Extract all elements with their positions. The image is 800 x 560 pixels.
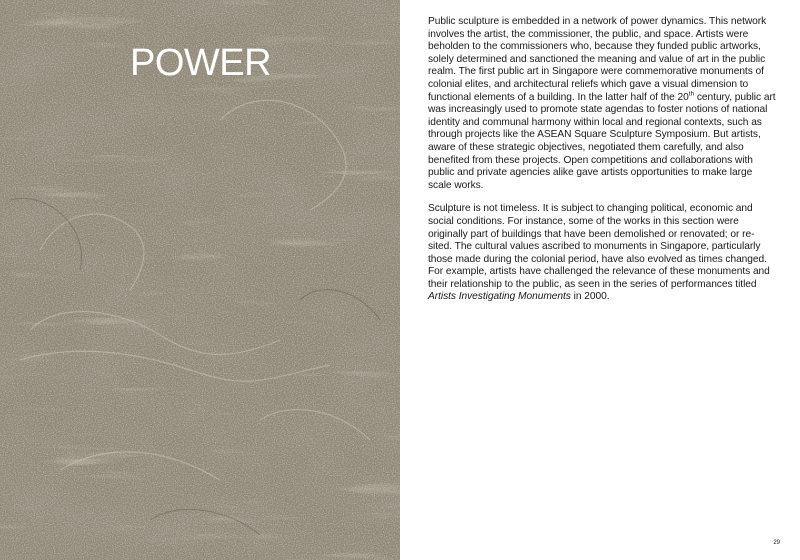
body-paragraph-1 (428, 16, 778, 192)
text-column (428, 16, 778, 315)
paragraph-2-italic-title: Artists Investigating Monuments (428, 291, 571, 303)
page-number: 29 (773, 540, 780, 546)
body-paragraph-2 (428, 203, 778, 304)
paragraph-1-text-b: century, public art was increasingly used to promote state agendas to foster notions of national identity and communal harmony within local and regional contexts, such as through projects like the ASEAN Square Sculpture Symposium. But artists, aware of these strategic objectives, negotiated them carefully, and also benefited from these projects. Open competitions and collaborations with public and private agencies alike gave artists opportunities to make large scale works. (428, 91, 776, 191)
paragraph-2-text-b: in 2000. (570, 291, 610, 303)
paragraph-1-text-a: Public sculpture is embedded in a network of power dynamics. This network involves the artist, the commissioner, the public, and space. Artists were beholden to the commissioners who, because they funded public artworks, solely determined and sanctioned the meaning and value of art in the public realm. The first public art in Singapore were commemorative monuments of colonial elites, and architectural reliefs which gave a visual dimension to functional elements of a building. In the latter half of the 20 (428, 16, 767, 103)
section-title: POWER (130, 42, 272, 84)
right-page (400, 0, 800, 560)
paragraph-2-text-a: Sculpture is not timeless. It is subject to changing political, economic and social conditions. For instance, some of the works in this section were originally part of buildings that have been demolished or renovated; or re-sited. The cultural values ascribed to monuments in Singapore, particularly those made during the colonial period, have also evolved as times changed. For example, artists have challenged the relevance of these monuments and their relationship to the public, as seen in the series of performances titled (428, 203, 770, 290)
paragraph-1-superscript: th (688, 90, 695, 98)
